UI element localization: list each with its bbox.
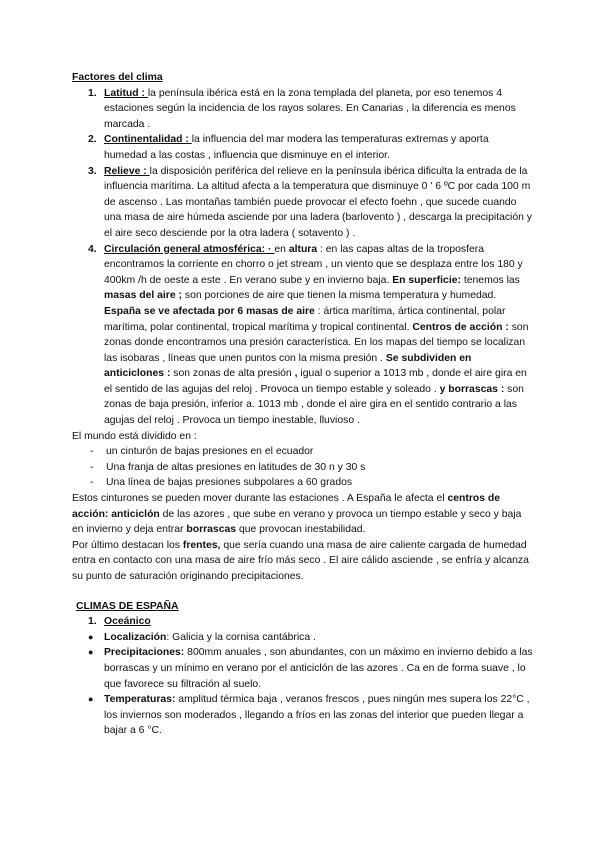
factor-number: 4.	[88, 243, 97, 255]
bullet-marker: ●	[88, 694, 94, 705]
list-item-text: un cinturón de bajas presiones en el ecuador	[106, 446, 314, 458]
list-item-text: Una línea de bajas presiones subpolares a 60 grados	[106, 477, 353, 489]
text-run: Por último destacan los	[72, 539, 183, 551]
text-run: de las azores , que sube en verano y provoca un tiempo estable y seco y baja en invierno y deja entrar	[72, 508, 522, 536]
bullet-text	[104, 647, 533, 689]
bold-term: España se ve afectada por 6 masas de aire	[104, 305, 315, 317]
bold-term: Localización	[104, 631, 167, 643]
factor-text	[104, 244, 528, 427]
bold-term: masas del aire ;	[104, 290, 182, 302]
text-run: la península ibérica está en la zona templada del planeta, por eso tenemos 4 estaciones según la incidencia de los rayos solares. En Canarias , la diferencia es menos marcada .	[104, 87, 516, 130]
text-run: son zonas de baja presión, inferior a. 1013 mb , donde el aire gira en el sentido contrario a las agujas del reloj . Provoca un tiempo inestable, lluvioso .	[104, 383, 524, 427]
bold-term: En superficie:	[392, 274, 461, 286]
bold-term: Centros de acción :	[412, 321, 509, 333]
text-run: en	[274, 243, 289, 255]
paragraph-belts	[72, 491, 534, 538]
text-run: la disposición periférica del relieve en la península ibérica dificulta la entrada de la influencia marítima. La altitud afecta a la temperatura que disminuye 0 ' 6 ºC por cada 100 m de ascenso . Las montañas también puede provocar el efecto foehn , que sucede cuando una masa de aire húmeda asciende por una ladera (barlovento ) , descarga la precipitación y el aire seco desciende por la otra ladera ( sotavento ) .	[104, 165, 533, 239]
factor-text	[104, 134, 489, 161]
factor-item	[72, 242, 534, 429]
bold-term: ,	[294, 368, 298, 380]
bullet-item	[72, 645, 534, 692]
text-run: que provocan inestabilidad.	[236, 524, 366, 536]
underlined-term: Relieve :	[104, 165, 150, 177]
factor-number: 1.	[88, 87, 97, 99]
section-title-climas: CLIMAS DE ESPAÑA	[76, 600, 179, 612]
factor-item	[72, 86, 534, 133]
list-item	[72, 460, 534, 476]
text-run: la influencia del mar modera las temperaturas extremas y aporta humedad a las costas , influencia que disminuye en el interior.	[104, 134, 489, 161]
text-run: 800mm anuales , son abundantes, con un máximo en invierno debido a las borrascas y un mínimo en verano por el anticiclón de las azores . Ca en de forma suave , lo que favorece su filtración al suelo.	[104, 647, 533, 690]
bold-term: centros de acción: anticiclón	[72, 493, 500, 520]
oceanic-bullets	[72, 630, 534, 739]
text-run: amplitud térmica baja , veranos frescos , pues ningún mes supera los 22°C , los inviernos son moderados , llegando a fríos en las zonas del interior que pueden llegar a bajar a 6 °C.	[104, 694, 530, 737]
text-run: : en las capas altas de la troposfera encontramos la corriente en chorro o jet stream , un viento que se desplaza entre los 180 y 400km /h de oeste a este . En verano sube y en invierno baja.	[104, 243, 523, 286]
document-content	[72, 70, 534, 739]
factor-item	[72, 132, 534, 163]
bold-term: borrascas	[186, 524, 237, 536]
factor-number: 2.	[88, 134, 97, 146]
dash-marker: -	[90, 477, 94, 489]
bullet-text	[104, 694, 530, 736]
factor-item	[72, 164, 534, 242]
underlined-term: Latitud :	[104, 87, 148, 99]
text-run: igual o superior a 1013 mb , donde el aire gira en el sentido de las agujas del reloj . Provoca un tiempo estable y soleado .	[104, 368, 527, 395]
climate-title: Oceánico	[104, 616, 151, 628]
bullet-item	[72, 692, 534, 739]
bullet-text	[104, 632, 316, 643]
text-run: que sería cuando una masa de aire caliente cargada de humedad entra en contacto con una masa de aire frío más seco . El aire cálido asciende , se enfría y alcanza su punto de saturación originando precipitaciones.	[72, 539, 529, 582]
bold-term: y borrascas :	[439, 383, 505, 395]
bold-term: Temperaturas:	[104, 694, 176, 706]
bold-term: Se subdividen en anticiclones :	[104, 352, 472, 380]
text-run: Estos cinturones se pueden mover durante las estaciones . A España le afecta el	[72, 493, 448, 505]
text-run: son zonas donde encontramos una presión característica. En los mapas del tiempo se localizan las isobaras , líneas que unen puntos con la misma presión .	[104, 321, 529, 364]
world-intro: El mundo está dividido en :	[72, 430, 197, 442]
bold-term: frentes,	[182, 539, 221, 551]
section-title-factores: Factores del clima	[72, 72, 163, 83]
text-run: : ártica marítima, ártica continental, polar marítima, polar continental, tropical marítima y tropical continental.	[104, 305, 506, 333]
text-run: son porciones de aire que tienen la misma temperatura y humedad.	[181, 290, 497, 302]
list-item	[72, 475, 534, 491]
underlined-term: Continentalidad :	[104, 134, 192, 146]
text-run: son zonas de alta presión	[170, 368, 295, 380]
paragraph-fronts	[72, 538, 534, 585]
underlined-term: Circulación general atmosférica: ·	[104, 243, 275, 255]
factor-text	[104, 88, 516, 130]
text-run: tenemos las	[460, 274, 520, 286]
bold-term: altura	[288, 243, 318, 255]
text-run: : Galicia y la cornisa cantábrica .	[166, 631, 316, 643]
bold-term: Precipitaciones:	[104, 647, 185, 659]
bullet-item	[72, 630, 534, 646]
dash-marker: -	[90, 461, 94, 473]
factor-number: 3.	[88, 165, 97, 177]
bullet-marker: ●	[88, 631, 94, 642]
dash-marker: -	[90, 446, 94, 458]
list-item	[72, 444, 534, 460]
factors-list	[72, 86, 534, 429]
factor-text	[104, 166, 532, 239]
pressure-belts-list	[72, 444, 534, 491]
bullet-marker: ●	[88, 647, 94, 658]
list-item-text: Una franja de altas presiones en latitudes de 30 n y 30 s	[106, 461, 366, 473]
climate-number: 1.	[88, 616, 97, 628]
climate-heading-oceanic	[72, 614, 534, 630]
